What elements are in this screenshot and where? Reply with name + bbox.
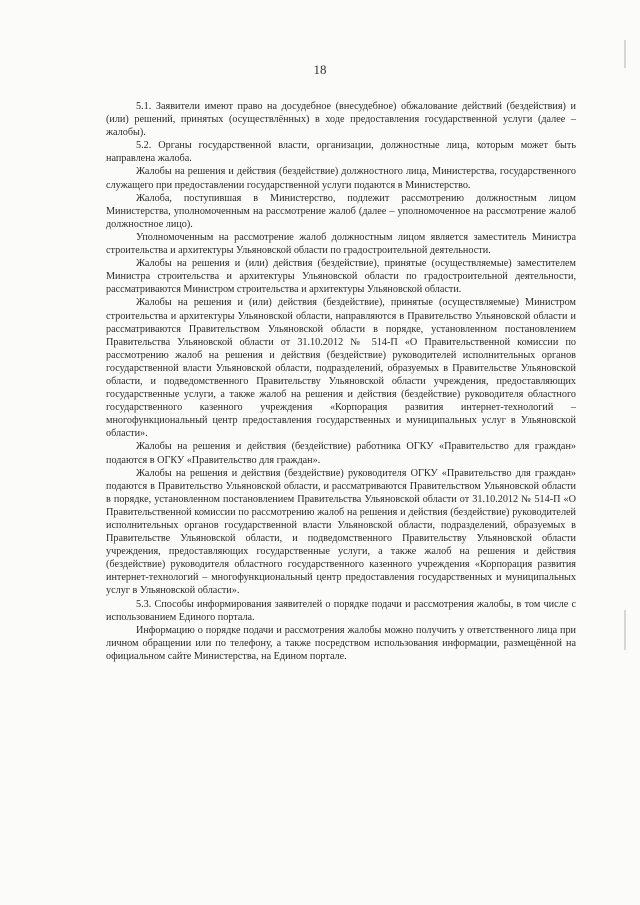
paragraph: Жалобы на решения и действия (бездействие) работника ОГКУ «Правительство для граждан» подаются в ОГКУ «Правительство для граждан». [106,441,576,466]
paragraph-5-2: 5.2. Органы государственной власти, организации, должностные лица, которым может быть направлена жалоба. [106,140,576,165]
paragraph: Жалобы на решения и (или) действия (бездействие), принятые (осуществляемые) Министром строительства и архитектуры Ульяновской области, направляются в Правительство Ульяновской области и рассматриваются Правительством Ульяновской области в порядке, установленном постановлением Правительства Ульяновской области от 31.10.2012 № 514-П «О Правительственной комиссии по рассмотрению жалоб на решения и действия (бездействие) руководителей исполнительных органов государственной власти Ульяновской области, подразделений, образуемых в Правительстве Ульяновской области, и подведомственного Правительству Ульяновской области учреждения, предоставляющих государственные услуги, а также жалоб на решения и действия (бездействие) руководителя областного государственного казенного учреждения «Корпорация развития интернет-технологий – многофункциональный центр предоставления государственных и муниципальных услуг в Ульяновской области». [106,297,576,440]
paragraph: Информацию о порядке подачи и рассмотрения жалобы можно получить у ответственного лица при личном обращении или по телефону, а также посредством использования информации, размещённой на официальном сайте Министерства, на Едином портале. [106,624,576,662]
document-body [106,100,576,663]
scan-edge-mark [624,610,626,650]
paragraph: Жалобы на решения и действия (бездействие) руководителя ОГКУ «Правительство для граждан» подаются в Правительство Ульяновской области, и рассматриваются Правительством Ульяновской области в порядке, установленном постановлением Правительства Ульяновской области от 31.10.2012 № 514-П «О Правительственной комиссии по рассмотрению жалоб на решения и действия (бездействие) руководителей исполнительных органов государственной власти Ульяновской области, подразделений, образуемых в Правительстве Ульяновской области, и подведомственного Правительству Ульяновской области учреждения, предоставляющих государственные услуги, а также жалоб на решения и действия (бездействие) руководителя областного государственного казенного учреждения «Корпорация развития интернет-технологий – многофункциональный центр предоставления государственных и муниципальных услуг в Ульяновской области». [106,467,576,597]
paragraph: Жалоба, поступившая в Министерство, подлежит рассмотрению должностным лицом Министерства, уполномоченным на рассмотрение жалоб (далее – уполномоченное на рассмотрение жалоб должностное лицо). [106,192,576,230]
page-number: 18 [313,62,327,77]
paragraph-5-1: 5.1. Заявители имеют право на досудебное (внесудебное) обжалование действий (бездействия) и (или) решений, принятых (осуществлённых) в ходе предоставления государственной услуги (далее – жалобы). [106,101,576,139]
paragraph: Жалобы на решения и действия (бездействие) должностного лица, Министерства, государственного служащего при предоставлении государственной услуги подаются в Министерство. [106,166,576,191]
paragraph: Жалобы на решения и (или) действия (бездействие), принятые (осуществляемые) заместителем Министра строительства и архитектуры Ульяновской области по градостроительной деятельности, рассматриваются Министром строительства и архитектуры Ульяновской области. [106,258,576,296]
paragraph: Уполномоченным на рассмотрение жалоб должностным лицом является заместитель Министра строительства и архитектуры Ульяновской области по градостроительной деятельности. [106,231,576,257]
paragraph-5-3: 5.3. Способы информирования заявителей о порядке подачи и рассмотрения жалобы, в том числе с использованием Единого портала. [106,598,576,623]
